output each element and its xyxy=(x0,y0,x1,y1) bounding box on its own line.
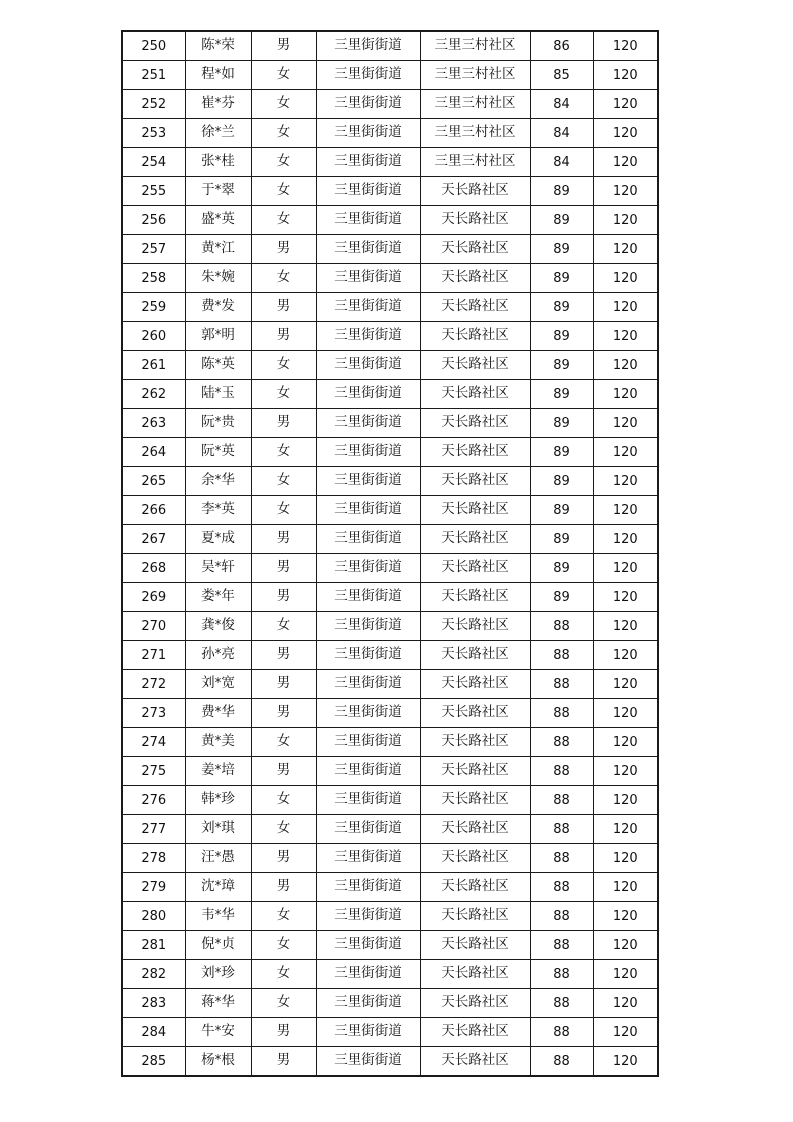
table-row xyxy=(122,148,658,177)
cell-gender: 女 xyxy=(251,728,316,757)
cell-amount: 120 xyxy=(593,757,658,786)
cell-gender: 女 xyxy=(251,61,316,90)
cell-name: 刘*珍 xyxy=(185,960,251,989)
cell-street: 三里街街道 xyxy=(316,844,420,873)
cell-amount: 120 xyxy=(593,786,658,815)
cell-gender: 女 xyxy=(251,206,316,235)
cell-serial-number: 259 xyxy=(122,293,185,322)
cell-community: 天长路社区 xyxy=(420,670,530,699)
table-row xyxy=(122,409,658,438)
cell-community: 三里三村社区 xyxy=(420,31,530,61)
cell-amount: 120 xyxy=(593,496,658,525)
cell-age: 88 xyxy=(530,815,593,844)
cell-serial-number: 266 xyxy=(122,496,185,525)
cell-serial-number: 275 xyxy=(122,757,185,786)
cell-gender: 男 xyxy=(251,322,316,351)
cell-age: 88 xyxy=(530,757,593,786)
cell-name: 费*发 xyxy=(185,293,251,322)
table-row xyxy=(122,844,658,873)
cell-amount: 120 xyxy=(593,583,658,612)
cell-name: 夏*成 xyxy=(185,525,251,554)
cell-street: 三里街街道 xyxy=(316,583,420,612)
cell-community: 三里三村社区 xyxy=(420,119,530,148)
cell-name: 阮*英 xyxy=(185,438,251,467)
cell-gender: 男 xyxy=(251,670,316,699)
table-row xyxy=(122,61,658,90)
cell-name: 程*如 xyxy=(185,61,251,90)
cell-community: 天长路社区 xyxy=(420,1018,530,1047)
cell-amount: 120 xyxy=(593,61,658,90)
cell-community: 天长路社区 xyxy=(420,902,530,931)
cell-community: 天长路社区 xyxy=(420,873,530,902)
cell-gender: 男 xyxy=(251,235,316,264)
cell-amount: 120 xyxy=(593,293,658,322)
cell-community: 天长路社区 xyxy=(420,496,530,525)
cell-gender: 女 xyxy=(251,902,316,931)
cell-amount: 120 xyxy=(593,989,658,1018)
cell-amount: 120 xyxy=(593,931,658,960)
cell-age: 89 xyxy=(530,467,593,496)
cell-age: 88 xyxy=(530,1018,593,1047)
cell-name: 龚*俊 xyxy=(185,612,251,641)
table-row xyxy=(122,351,658,380)
cell-amount: 120 xyxy=(593,177,658,206)
cell-street: 三里街街道 xyxy=(316,496,420,525)
cell-community: 天长路社区 xyxy=(420,351,530,380)
cell-serial-number: 262 xyxy=(122,380,185,409)
cell-age: 85 xyxy=(530,61,593,90)
table-row xyxy=(122,670,658,699)
cell-gender: 女 xyxy=(251,989,316,1018)
cell-gender: 女 xyxy=(251,496,316,525)
cell-age: 84 xyxy=(530,119,593,148)
cell-name: 张*桂 xyxy=(185,148,251,177)
cell-community: 天长路社区 xyxy=(420,554,530,583)
cell-community: 三里三村社区 xyxy=(420,148,530,177)
cell-serial-number: 253 xyxy=(122,119,185,148)
cell-age: 86 xyxy=(530,31,593,61)
cell-street: 三里街街道 xyxy=(316,641,420,670)
cell-amount: 120 xyxy=(593,728,658,757)
cell-gender: 男 xyxy=(251,757,316,786)
cell-serial-number: 254 xyxy=(122,148,185,177)
cell-gender: 女 xyxy=(251,177,316,206)
cell-street: 三里街街道 xyxy=(316,728,420,757)
cell-amount: 120 xyxy=(593,1047,658,1077)
cell-name: 黄*江 xyxy=(185,235,251,264)
cell-age: 88 xyxy=(530,728,593,757)
cell-age: 88 xyxy=(530,989,593,1018)
cell-street: 三里街街道 xyxy=(316,1047,420,1077)
cell-gender: 男 xyxy=(251,844,316,873)
cell-amount: 120 xyxy=(593,380,658,409)
cell-street: 三里街街道 xyxy=(316,322,420,351)
cell-gender: 男 xyxy=(251,1047,316,1077)
cell-street: 三里街街道 xyxy=(316,612,420,641)
cell-gender: 女 xyxy=(251,931,316,960)
cell-serial-number: 283 xyxy=(122,989,185,1018)
table-row xyxy=(122,583,658,612)
cell-street: 三里街街道 xyxy=(316,670,420,699)
cell-gender: 女 xyxy=(251,148,316,177)
cell-gender: 男 xyxy=(251,525,316,554)
cell-gender: 女 xyxy=(251,786,316,815)
cell-amount: 120 xyxy=(593,670,658,699)
cell-street: 三里街街道 xyxy=(316,293,420,322)
cell-amount: 120 xyxy=(593,641,658,670)
cell-community: 天长路社区 xyxy=(420,583,530,612)
cell-community: 天长路社区 xyxy=(420,264,530,293)
cell-serial-number: 260 xyxy=(122,322,185,351)
cell-street: 三里街街道 xyxy=(316,148,420,177)
cell-serial-number: 250 xyxy=(122,31,185,61)
cell-age: 89 xyxy=(530,322,593,351)
table-row xyxy=(122,931,658,960)
cell-name: 蒋*华 xyxy=(185,989,251,1018)
cell-street: 三里街街道 xyxy=(316,409,420,438)
cell-age: 88 xyxy=(530,1047,593,1077)
cell-serial-number: 267 xyxy=(122,525,185,554)
cell-age: 88 xyxy=(530,873,593,902)
cell-street: 三里街街道 xyxy=(316,467,420,496)
cell-amount: 120 xyxy=(593,31,658,61)
cell-community: 天长路社区 xyxy=(420,989,530,1018)
cell-community: 三里三村社区 xyxy=(420,90,530,119)
table-row xyxy=(122,815,658,844)
cell-name: 郭*明 xyxy=(185,322,251,351)
cell-gender: 男 xyxy=(251,583,316,612)
cell-amount: 120 xyxy=(593,873,658,902)
cell-community: 天长路社区 xyxy=(420,467,530,496)
cell-age: 88 xyxy=(530,844,593,873)
table-row xyxy=(122,467,658,496)
cell-community: 天长路社区 xyxy=(420,612,530,641)
cell-name: 韩*珍 xyxy=(185,786,251,815)
cell-community: 天长路社区 xyxy=(420,844,530,873)
table-row xyxy=(122,90,658,119)
cell-serial-number: 282 xyxy=(122,960,185,989)
cell-age: 88 xyxy=(530,931,593,960)
cell-age: 88 xyxy=(530,786,593,815)
cell-name: 牛*安 xyxy=(185,1018,251,1047)
cell-age: 88 xyxy=(530,612,593,641)
cell-name: 倪*贞 xyxy=(185,931,251,960)
cell-amount: 120 xyxy=(593,699,658,728)
cell-age: 89 xyxy=(530,206,593,235)
cell-street: 三里街街道 xyxy=(316,119,420,148)
cell-serial-number: 285 xyxy=(122,1047,185,1077)
cell-age: 88 xyxy=(530,902,593,931)
cell-community: 天长路社区 xyxy=(420,931,530,960)
cell-age: 89 xyxy=(530,351,593,380)
cell-age: 88 xyxy=(530,641,593,670)
table-row xyxy=(122,496,658,525)
table-row xyxy=(122,177,658,206)
cell-name: 刘*琪 xyxy=(185,815,251,844)
cell-serial-number: 269 xyxy=(122,583,185,612)
cell-street: 三里街街道 xyxy=(316,264,420,293)
cell-gender: 男 xyxy=(251,699,316,728)
cell-name: 余*华 xyxy=(185,467,251,496)
cell-name: 刘*宽 xyxy=(185,670,251,699)
cell-community: 天长路社区 xyxy=(420,786,530,815)
cell-serial-number: 251 xyxy=(122,61,185,90)
cell-age: 89 xyxy=(530,235,593,264)
table-row xyxy=(122,31,658,61)
cell-age: 84 xyxy=(530,90,593,119)
cell-name: 崔*芬 xyxy=(185,90,251,119)
cell-gender: 女 xyxy=(251,438,316,467)
cell-street: 三里街街道 xyxy=(316,931,420,960)
cell-name: 陈*荣 xyxy=(185,31,251,61)
cell-serial-number: 271 xyxy=(122,641,185,670)
cell-street: 三里街街道 xyxy=(316,960,420,989)
cell-street: 三里街街道 xyxy=(316,873,420,902)
cell-name: 黄*美 xyxy=(185,728,251,757)
cell-serial-number: 272 xyxy=(122,670,185,699)
cell-street: 三里街街道 xyxy=(316,554,420,583)
table-row xyxy=(122,525,658,554)
roster-table-body xyxy=(122,31,658,1076)
cell-street: 三里街街道 xyxy=(316,757,420,786)
cell-age: 84 xyxy=(530,148,593,177)
table-row xyxy=(122,380,658,409)
cell-name: 沈*璋 xyxy=(185,873,251,902)
cell-serial-number: 277 xyxy=(122,815,185,844)
cell-gender: 男 xyxy=(251,873,316,902)
cell-age: 89 xyxy=(530,583,593,612)
cell-amount: 120 xyxy=(593,467,658,496)
table-row xyxy=(122,902,658,931)
cell-street: 三里街街道 xyxy=(316,1018,420,1047)
cell-gender: 男 xyxy=(251,641,316,670)
cell-community: 天长路社区 xyxy=(420,380,530,409)
table-row xyxy=(122,438,658,467)
cell-community: 天长路社区 xyxy=(420,206,530,235)
cell-serial-number: 279 xyxy=(122,873,185,902)
cell-street: 三里街街道 xyxy=(316,206,420,235)
cell-street: 三里街街道 xyxy=(316,438,420,467)
cell-amount: 120 xyxy=(593,119,658,148)
cell-serial-number: 256 xyxy=(122,206,185,235)
table-row xyxy=(122,119,658,148)
cell-name: 盛*英 xyxy=(185,206,251,235)
cell-age: 89 xyxy=(530,409,593,438)
cell-street: 三里街街道 xyxy=(316,786,420,815)
cell-age: 89 xyxy=(530,293,593,322)
cell-name: 陆*玉 xyxy=(185,380,251,409)
table-row xyxy=(122,235,658,264)
cell-community: 天长路社区 xyxy=(420,322,530,351)
cell-gender: 女 xyxy=(251,612,316,641)
cell-name: 费*华 xyxy=(185,699,251,728)
cell-name: 姜*培 xyxy=(185,757,251,786)
cell-age: 88 xyxy=(530,699,593,728)
table-row xyxy=(122,757,658,786)
table-row xyxy=(122,728,658,757)
cell-community: 三里三村社区 xyxy=(420,61,530,90)
table-row xyxy=(122,612,658,641)
cell-name: 孙*亮 xyxy=(185,641,251,670)
cell-amount: 120 xyxy=(593,90,658,119)
table-row xyxy=(122,322,658,351)
cell-serial-number: 265 xyxy=(122,467,185,496)
cell-street: 三里街街道 xyxy=(316,380,420,409)
cell-serial-number: 255 xyxy=(122,177,185,206)
cell-street: 三里街街道 xyxy=(316,815,420,844)
cell-gender: 女 xyxy=(251,119,316,148)
cell-community: 天长路社区 xyxy=(420,728,530,757)
cell-name: 韦*华 xyxy=(185,902,251,931)
cell-serial-number: 280 xyxy=(122,902,185,931)
cell-community: 天长路社区 xyxy=(420,757,530,786)
cell-gender: 女 xyxy=(251,960,316,989)
cell-street: 三里街街道 xyxy=(316,525,420,554)
cell-age: 89 xyxy=(530,525,593,554)
cell-amount: 120 xyxy=(593,844,658,873)
cell-name: 朱*婉 xyxy=(185,264,251,293)
cell-community: 天长路社区 xyxy=(420,235,530,264)
cell-gender: 男 xyxy=(251,31,316,61)
cell-street: 三里街街道 xyxy=(316,699,420,728)
cell-name: 吴*轩 xyxy=(185,554,251,583)
cell-community: 天长路社区 xyxy=(420,699,530,728)
cell-amount: 120 xyxy=(593,409,658,438)
table-row xyxy=(122,293,658,322)
cell-serial-number: 270 xyxy=(122,612,185,641)
cell-amount: 120 xyxy=(593,206,658,235)
cell-community: 天长路社区 xyxy=(420,1047,530,1077)
cell-gender: 女 xyxy=(251,380,316,409)
cell-serial-number: 261 xyxy=(122,351,185,380)
table-row xyxy=(122,1018,658,1047)
cell-amount: 120 xyxy=(593,438,658,467)
cell-serial-number: 252 xyxy=(122,90,185,119)
cell-age: 89 xyxy=(530,496,593,525)
cell-serial-number: 263 xyxy=(122,409,185,438)
cell-name: 李*英 xyxy=(185,496,251,525)
table-row xyxy=(122,873,658,902)
cell-age: 89 xyxy=(530,380,593,409)
cell-serial-number: 276 xyxy=(122,786,185,815)
cell-age: 89 xyxy=(530,438,593,467)
cell-community: 天长路社区 xyxy=(420,177,530,206)
cell-gender: 女 xyxy=(251,351,316,380)
cell-gender: 男 xyxy=(251,1018,316,1047)
table-row xyxy=(122,206,658,235)
cell-name: 陈*英 xyxy=(185,351,251,380)
cell-name: 汪*愚 xyxy=(185,844,251,873)
cell-amount: 120 xyxy=(593,235,658,264)
cell-street: 三里街街道 xyxy=(316,351,420,380)
cell-serial-number: 257 xyxy=(122,235,185,264)
cell-amount: 120 xyxy=(593,554,658,583)
cell-gender: 女 xyxy=(251,467,316,496)
cell-amount: 120 xyxy=(593,148,658,177)
cell-age: 88 xyxy=(530,960,593,989)
cell-street: 三里街街道 xyxy=(316,902,420,931)
cell-street: 三里街街道 xyxy=(316,31,420,61)
cell-street: 三里街街道 xyxy=(316,90,420,119)
cell-community: 天长路社区 xyxy=(420,525,530,554)
cell-serial-number: 268 xyxy=(122,554,185,583)
cell-gender: 男 xyxy=(251,409,316,438)
cell-community: 天长路社区 xyxy=(420,641,530,670)
cell-age: 89 xyxy=(530,264,593,293)
table-row xyxy=(122,960,658,989)
cell-amount: 120 xyxy=(593,351,658,380)
cell-amount: 120 xyxy=(593,264,658,293)
roster-table xyxy=(121,30,659,1077)
cell-serial-number: 281 xyxy=(122,931,185,960)
cell-name: 娄*年 xyxy=(185,583,251,612)
cell-gender: 男 xyxy=(251,554,316,583)
cell-age: 89 xyxy=(530,177,593,206)
cell-community: 天长路社区 xyxy=(420,815,530,844)
cell-serial-number: 273 xyxy=(122,699,185,728)
cell-serial-number: 264 xyxy=(122,438,185,467)
table-row xyxy=(122,989,658,1018)
cell-street: 三里街街道 xyxy=(316,989,420,1018)
cell-age: 89 xyxy=(530,554,593,583)
cell-name: 徐*兰 xyxy=(185,119,251,148)
cell-community: 天长路社区 xyxy=(420,438,530,467)
cell-name: 于*翠 xyxy=(185,177,251,206)
cell-age: 88 xyxy=(530,670,593,699)
cell-amount: 120 xyxy=(593,815,658,844)
cell-serial-number: 278 xyxy=(122,844,185,873)
cell-gender: 女 xyxy=(251,264,316,293)
table-row xyxy=(122,554,658,583)
cell-community: 天长路社区 xyxy=(420,293,530,322)
cell-serial-number: 274 xyxy=(122,728,185,757)
cell-name: 阮*贵 xyxy=(185,409,251,438)
cell-amount: 120 xyxy=(593,612,658,641)
table-row xyxy=(122,1047,658,1077)
cell-amount: 120 xyxy=(593,525,658,554)
cell-serial-number: 258 xyxy=(122,264,185,293)
cell-gender: 女 xyxy=(251,90,316,119)
cell-name: 杨*根 xyxy=(185,1047,251,1077)
cell-street: 三里街街道 xyxy=(316,61,420,90)
cell-serial-number: 284 xyxy=(122,1018,185,1047)
cell-amount: 120 xyxy=(593,960,658,989)
cell-gender: 女 xyxy=(251,815,316,844)
cell-community: 天长路社区 xyxy=(420,960,530,989)
cell-amount: 120 xyxy=(593,902,658,931)
table-row xyxy=(122,699,658,728)
cell-street: 三里街街道 xyxy=(316,235,420,264)
table-row xyxy=(122,264,658,293)
cell-amount: 120 xyxy=(593,322,658,351)
cell-gender: 男 xyxy=(251,293,316,322)
cell-community: 天长路社区 xyxy=(420,409,530,438)
cell-amount: 120 xyxy=(593,1018,658,1047)
table-row xyxy=(122,641,658,670)
cell-street: 三里街街道 xyxy=(316,177,420,206)
table-row xyxy=(122,786,658,815)
